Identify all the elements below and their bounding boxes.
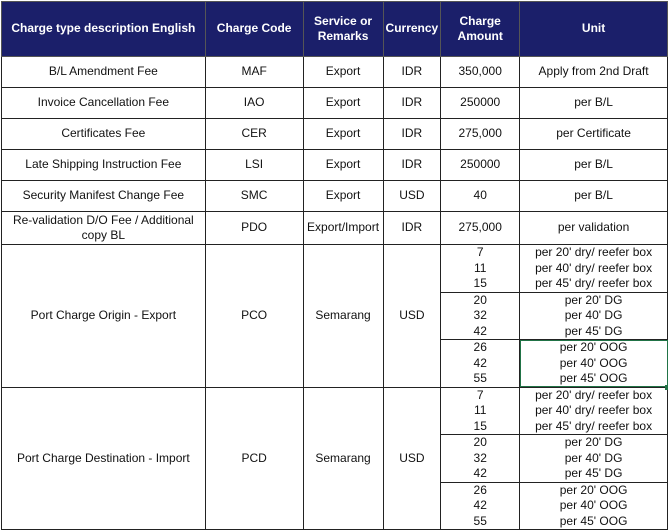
amount-value: 55 <box>473 513 487 528</box>
currency-cell[interactable]: IDR <box>383 150 441 181</box>
service-cell[interactable]: Semarang <box>303 387 383 530</box>
amount-value: 7 <box>476 245 484 259</box>
service-cell[interactable]: Semarang <box>303 245 383 388</box>
amount-value: 20 <box>473 292 487 307</box>
service-cell[interactable]: Export <box>303 88 383 119</box>
unit-value: per 45' OOG <box>559 513 628 528</box>
service-cell[interactable]: Export/Import <box>303 212 383 245</box>
header-unit[interactable]: Unit <box>520 2 668 57</box>
header-amount[interactable]: Charge Amount <box>441 2 520 57</box>
code-cell[interactable]: PDO <box>205 212 303 245</box>
unit-cell[interactable] <box>520 292 668 340</box>
header-row <box>2 2 668 57</box>
unit-cell[interactable]: per B/L <box>520 150 668 181</box>
currency-cell[interactable]: IDR <box>383 212 441 245</box>
amount-cell[interactable]: 250000 <box>441 150 520 181</box>
amount-cell[interactable] <box>441 387 520 435</box>
unit-value: per 45' OOG <box>559 371 628 385</box>
amount-value: 15 <box>473 276 487 290</box>
unit-cell[interactable] <box>520 387 668 435</box>
description-cell[interactable]: B/L Amendment Fee <box>2 57 206 88</box>
code-cell[interactable]: SMC <box>205 181 303 212</box>
unit-value: per 20' dry/ reefer box <box>535 387 653 402</box>
amount-value: 42 <box>473 466 487 480</box>
currency-cell[interactable]: USD <box>383 181 441 212</box>
description-cell[interactable]: Port Charge Destination - Import <box>2 387 206 530</box>
unit-value: per 20' DG <box>564 435 623 449</box>
description-cell[interactable]: Re-validation D/O Fee / Additional copy BL <box>2 212 206 245</box>
table-row <box>2 181 668 212</box>
amount-cell[interactable] <box>441 245 520 293</box>
service-cell[interactable]: Export <box>303 150 383 181</box>
amount-value: 42 <box>473 323 487 338</box>
amount-cell[interactable] <box>441 482 520 530</box>
unit-value: per 40' DG <box>564 308 623 322</box>
amount-cell[interactable]: 275,000 <box>441 119 520 150</box>
amount-value: 11 <box>473 403 487 417</box>
amount-value: 42 <box>473 498 487 512</box>
amount-value: 15 <box>473 418 487 433</box>
currency-cell[interactable]: IDR <box>383 57 441 88</box>
amount-value: 42 <box>473 355 487 370</box>
table-row <box>2 150 668 181</box>
unit-cell[interactable]: per validation <box>520 212 668 245</box>
unit-value: per 40' DG <box>564 450 623 465</box>
description-cell[interactable]: Security Manifest Change Fee <box>2 181 206 212</box>
amount-value: 20 <box>473 435 487 449</box>
header-currency[interactable]: Currency <box>383 2 441 57</box>
unit-value: per 45' DG <box>564 466 623 480</box>
currency-cell[interactable]: USD <box>383 387 441 530</box>
unit-cell[interactable]: Apply from 2nd Draft <box>520 57 668 88</box>
unit-value: per 20' OOG <box>559 482 628 497</box>
code-cell[interactable]: PCO <box>205 245 303 388</box>
unit-cell[interactable] <box>520 435 668 483</box>
charges-table <box>1 1 668 530</box>
unit-value: per 20' DG <box>564 292 623 307</box>
amount-value: 55 <box>473 371 487 385</box>
amount-cell[interactable]: 250000 <box>441 88 520 119</box>
amount-cell[interactable]: 275,000 <box>441 212 520 245</box>
header-description[interactable]: Charge type description English <box>2 2 206 57</box>
header-service[interactable]: Service or Remarks <box>303 2 383 57</box>
table-row <box>2 387 668 435</box>
amount-value: 26 <box>473 340 487 354</box>
unit-cell[interactable] <box>520 245 668 293</box>
unit-value: per 20' OOG <box>559 340 628 354</box>
unit-value: per 40' OOG <box>559 355 628 370</box>
table-row <box>2 245 668 293</box>
description-cell[interactable]: Port Charge Origin - Export <box>2 245 206 388</box>
table-row <box>2 212 668 245</box>
unit-value: per 40' dry/ reefer box <box>535 260 653 275</box>
description-cell[interactable]: Invoice Cancellation Fee <box>2 88 206 119</box>
service-cell[interactable]: Export <box>303 57 383 88</box>
currency-cell[interactable]: IDR <box>383 119 441 150</box>
unit-value: per 40' OOG <box>559 498 628 512</box>
unit-cell[interactable] <box>520 482 668 530</box>
service-cell[interactable]: Export <box>303 119 383 150</box>
currency-cell[interactable]: IDR <box>383 88 441 119</box>
amount-cell[interactable] <box>441 435 520 483</box>
code-cell[interactable]: CER <box>205 119 303 150</box>
amount-value: 32 <box>473 308 487 322</box>
amount-value: 26 <box>473 482 487 497</box>
unit-value: per 45' DG <box>564 323 623 338</box>
header-code[interactable]: Charge Code <box>205 2 303 57</box>
unit-value: per 45' dry/ reefer box <box>535 276 653 290</box>
selected-unit-cell[interactable] <box>520 340 668 388</box>
currency-cell[interactable]: USD <box>383 245 441 388</box>
code-cell[interactable]: MAF <box>205 57 303 88</box>
unit-value: per 20' dry/ reefer box <box>535 245 653 259</box>
table-row <box>2 88 668 119</box>
service-cell[interactable]: Export <box>303 181 383 212</box>
unit-cell[interactable]: per B/L <box>520 181 668 212</box>
unit-cell[interactable]: per Certificate <box>520 119 668 150</box>
table-row <box>2 57 668 88</box>
amount-cell[interactable]: 350,000 <box>441 57 520 88</box>
amount-cell[interactable] <box>441 292 520 340</box>
code-cell[interactable]: IAO <box>205 88 303 119</box>
amount-value: 11 <box>473 260 487 275</box>
code-cell[interactable]: PCD <box>205 387 303 530</box>
unit-value: per 40' dry/ reefer box <box>535 403 653 417</box>
amount-value: 7 <box>476 387 484 402</box>
table-row <box>2 119 668 150</box>
unit-value: per 45' dry/ reefer box <box>535 418 653 433</box>
amount-cell[interactable]: 40 <box>441 181 520 212</box>
description-cell[interactable]: Certificates Fee <box>2 119 206 150</box>
description-cell[interactable]: Late Shipping Instruction Fee <box>2 150 206 181</box>
unit-cell[interactable]: per B/L <box>520 88 668 119</box>
amount-value: 32 <box>473 450 487 465</box>
amount-cell[interactable] <box>441 340 520 388</box>
code-cell[interactable]: LSI <box>205 150 303 181</box>
